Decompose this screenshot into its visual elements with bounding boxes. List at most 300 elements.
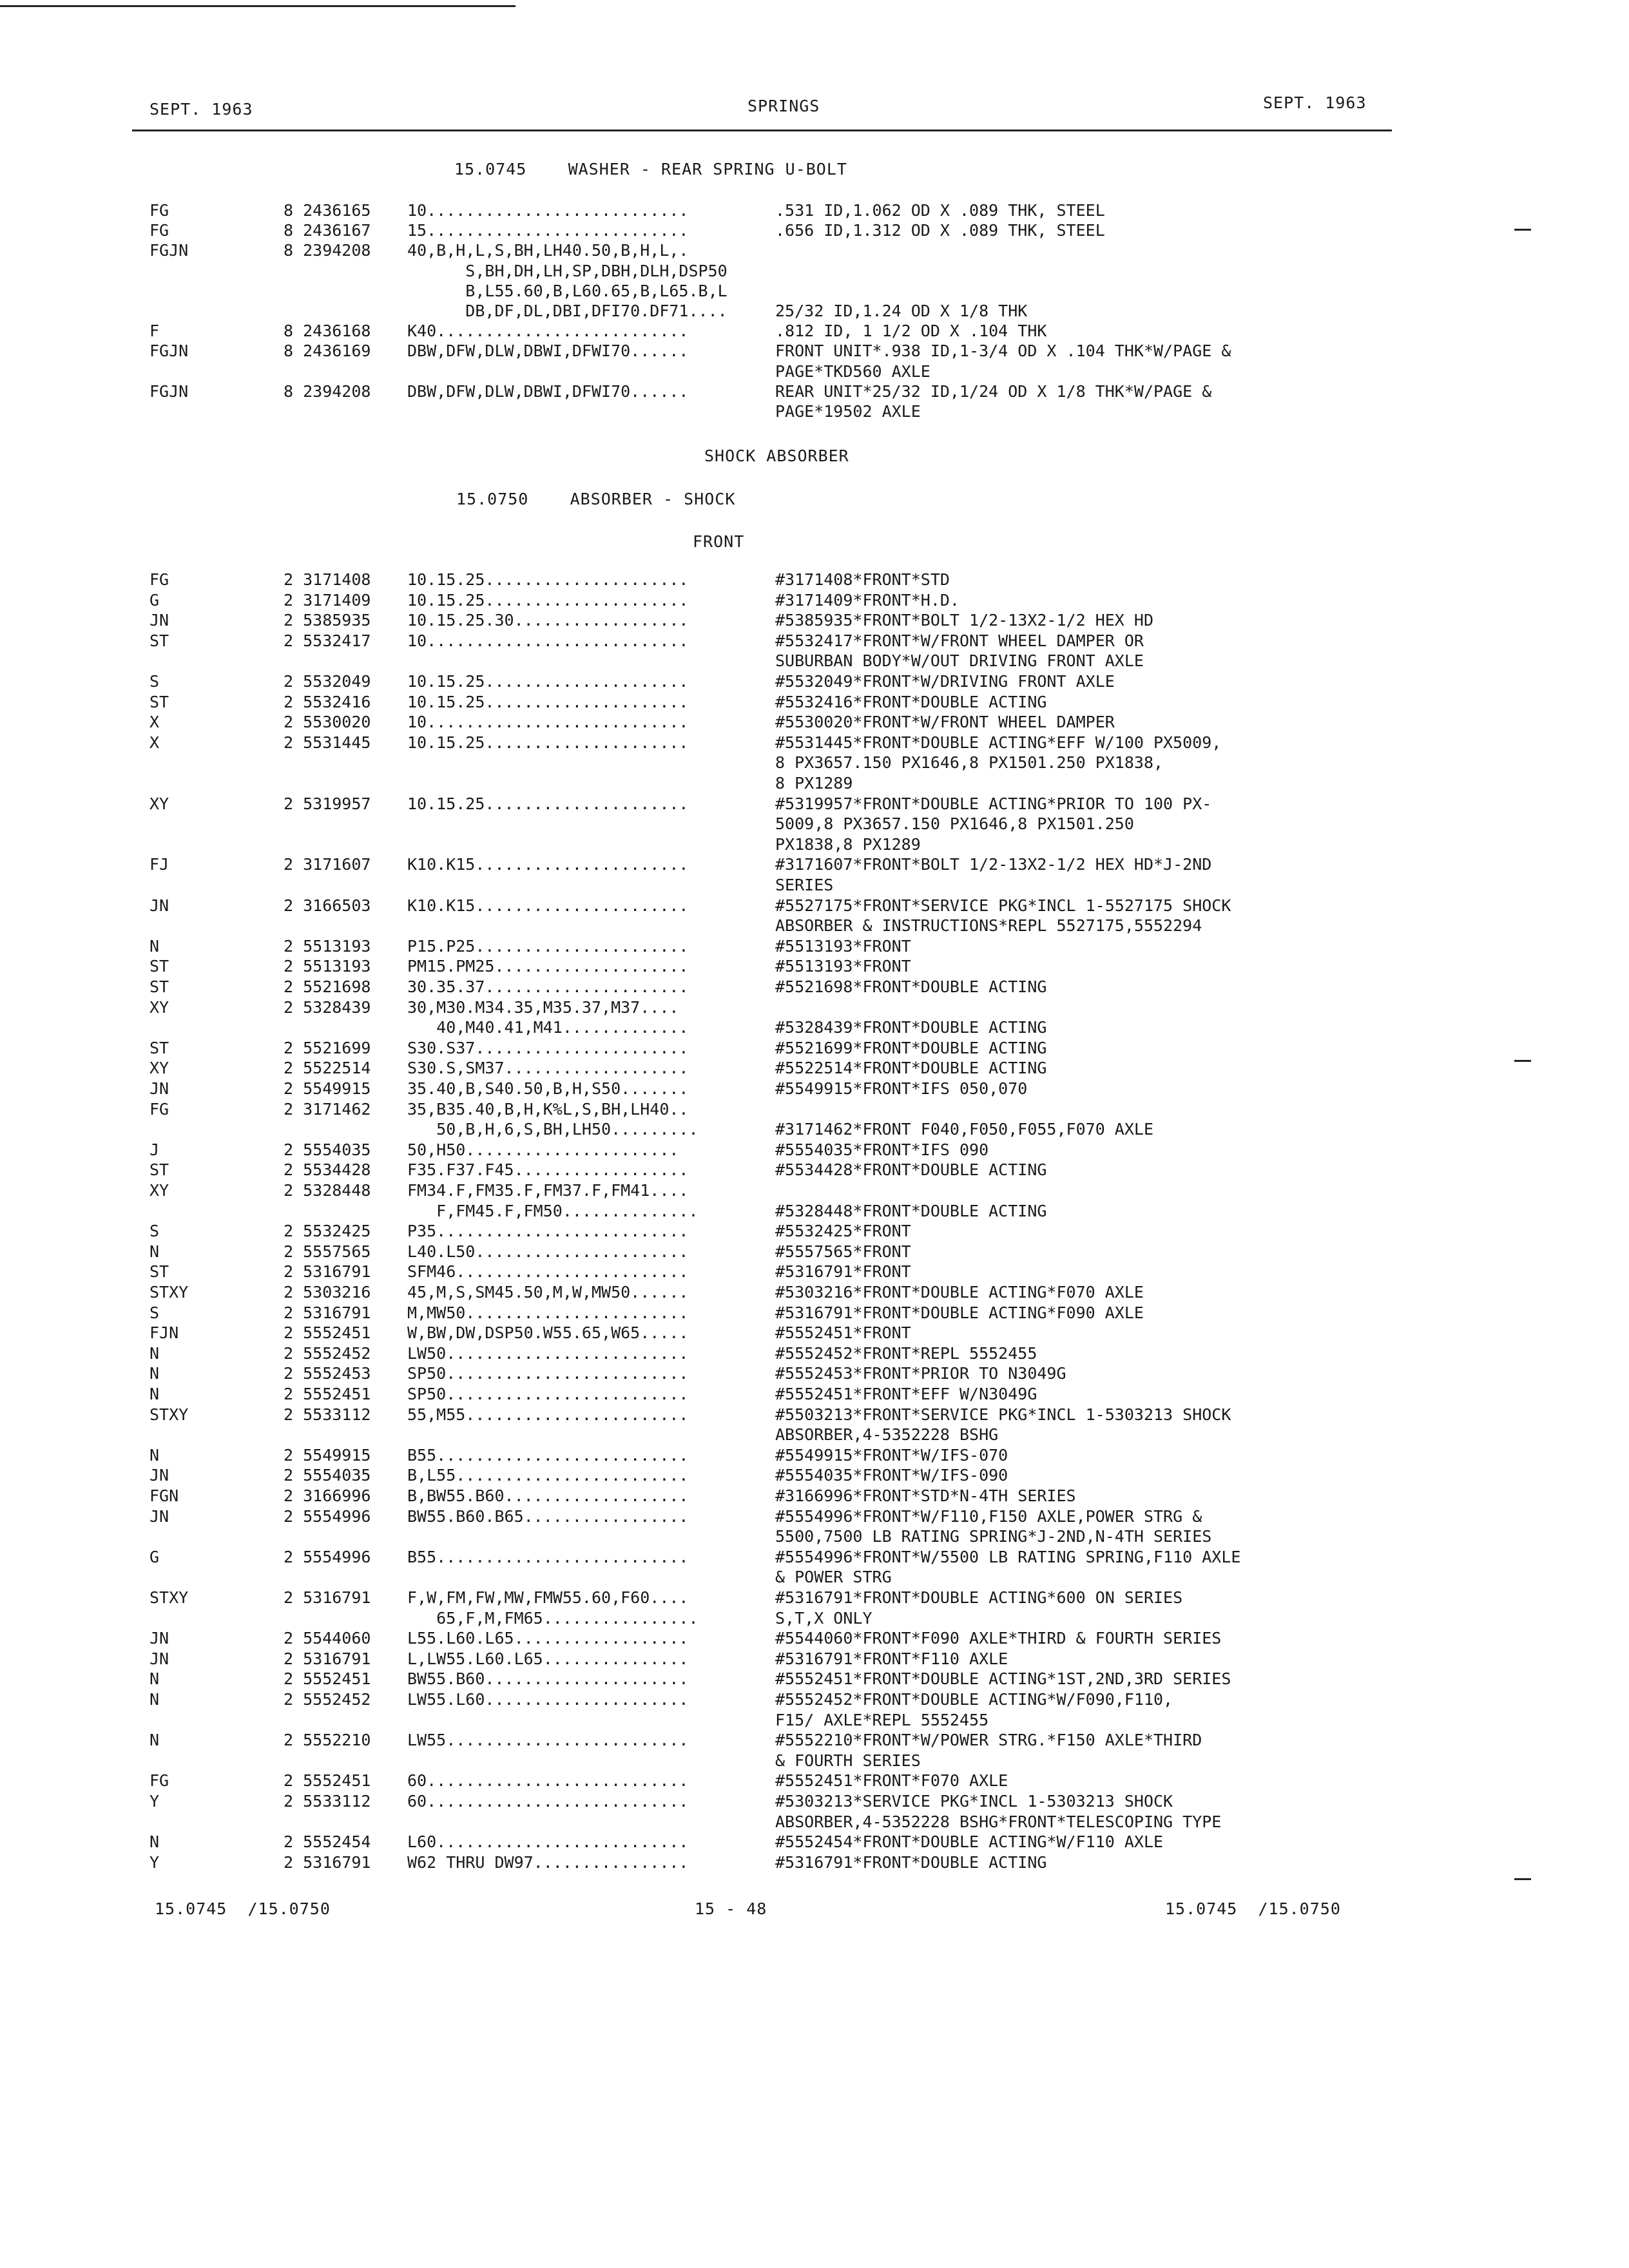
part-description: #5549915*FRONT*IFS 050,070 [775, 1079, 1028, 1098]
applicable-models: M,MW50....................... [407, 1303, 689, 1322]
part-number: 2 5557565 [284, 1242, 371, 1261]
part-number: 2 5549915 [284, 1079, 371, 1098]
list-item [0, 876, 1629, 896]
part-description: ABSORBER & INSTRUCTIONS*REPL 5527175,5552294 [775, 916, 1202, 936]
applicable-models: L55.L60.L65.................. [407, 1629, 689, 1648]
part-number: 8 2436168 [284, 322, 371, 341]
list-item [0, 591, 1629, 611]
model-code: G [149, 1547, 160, 1566]
list-item [0, 1405, 1629, 1426]
applicable-models: F,FM45.F,FM50.............. [407, 1201, 699, 1220]
list-item [0, 1222, 1629, 1242]
part-description: #5552453*FRONT*PRIOR TO N3049G [775, 1364, 1066, 1383]
applicable-models: SFM46........................ [407, 1262, 689, 1282]
part-description: F15/ AXLE*REPL 5552455 [775, 1710, 989, 1729]
list-item [0, 1832, 1629, 1853]
part-description: #5552210*FRONT*W/POWER STRG.*F150 AXLE*THIRD [775, 1731, 1202, 1750]
list-item [0, 1690, 1629, 1711]
applicable-models: P15.P25...................... [407, 936, 689, 956]
part-number: 2 5530020 [284, 713, 371, 732]
model-code: ST [149, 692, 169, 711]
applicable-models: 40,M40.41,M41............. [407, 1018, 689, 1037]
part-number: 2 5552451 [284, 1385, 371, 1403]
part-description: #5532425*FRONT [775, 1222, 911, 1241]
part-description: #5554035*FRONT*W/IFS-090 [775, 1466, 1008, 1485]
part-number: 2 5532049 [284, 672, 371, 691]
applicable-models: FM34.F,FM35.F,FM37.F,FM41.... [407, 1181, 689, 1200]
list-item [0, 1486, 1629, 1507]
list-item [0, 402, 1629, 422]
part-number: 2 5533112 [284, 1792, 371, 1811]
applicable-models: LW50......................... [407, 1343, 689, 1363]
model-code: N [149, 1364, 160, 1383]
list-item [0, 835, 1629, 856]
applicable-models: F35.F37.F45.................. [407, 1160, 689, 1180]
part-description: #5552451*FRONT [775, 1323, 911, 1343]
part-description: FRONT UNIT*.938 ID,1-3/4 OD X .104 THK*W/PAGE & [775, 341, 1231, 361]
part-number: 2 3166503 [284, 896, 371, 915]
model-code: JN [149, 1649, 169, 1668]
part-description: #5552451*FRONT*F070 AXLE [775, 1771, 1008, 1791]
list-item [0, 998, 1629, 1019]
part-number: 2 5316791 [284, 1649, 371, 1668]
part-number: 2 3171409 [284, 590, 371, 610]
header-title: SPRINGS [747, 97, 820, 115]
part-description: #5552452*FRONT*REPL 5552455 [775, 1343, 1037, 1363]
part-description: #5328439*FRONT*DOUBLE ACTING [775, 1018, 1047, 1037]
applicable-models: K10.K15...................... [407, 896, 689, 915]
part-number: 2 5521699 [284, 1038, 371, 1057]
part-number: 2 5552452 [284, 1343, 371, 1363]
model-code: N [149, 1731, 160, 1750]
model-code: N [149, 1832, 160, 1852]
applicable-models: 55,M55....................... [407, 1405, 689, 1424]
applicable-models: 65,F,M,FM65................ [407, 1608, 699, 1628]
part-description: #5328448*FRONT*DOUBLE ACTING [775, 1201, 1047, 1220]
list-item [0, 713, 1629, 733]
list-item [0, 1731, 1629, 1751]
model-code: Y [149, 1852, 160, 1872]
applicable-models: B55.......................... [407, 1445, 689, 1465]
list-item [0, 1853, 1629, 1874]
list-item [0, 1242, 1629, 1263]
part-number: 8 2436169 [284, 341, 371, 361]
part-description: #5319957*FRONT*DOUBLE ACTING*PRIOR TO 100 PX- [775, 794, 1212, 813]
applicable-models: 50,H50...................... [407, 1140, 679, 1159]
part-description: #5544060*FRONT*F090 AXLE*THIRD & FOURTH SERIES [775, 1629, 1222, 1648]
part-description: 5009,8 PX3657.150 PX1646,8 PX1501.250 [775, 814, 1134, 834]
list-item [0, 382, 1629, 402]
applicable-models: B,L55........................ [407, 1466, 689, 1485]
list-item [0, 1771, 1629, 1792]
model-code: S [149, 1303, 160, 1322]
model-code: XY [149, 794, 169, 813]
applicable-models: 10.15.25..................... [407, 672, 689, 691]
model-code: N [149, 1669, 160, 1689]
part-number: 2 5554035 [284, 1466, 371, 1485]
part-description: #3171409*FRONT*H.D. [775, 590, 959, 610]
model-code: FG [149, 221, 169, 240]
part-description: #3166996*FRONT*STD*N-4TH SERIES [775, 1486, 1076, 1505]
model-code: XY [149, 1181, 169, 1200]
model-code: ST [149, 1038, 169, 1057]
part-description: #5531445*FRONT*DOUBLE ACTING*EFF W/100 PX5009, [775, 733, 1222, 752]
list-item [0, 1446, 1629, 1466]
list-item [0, 1425, 1629, 1446]
applicable-models: B55.......................... [407, 1547, 689, 1566]
part-number: 2 5303216 [284, 1283, 371, 1302]
list-item [0, 1588, 1629, 1609]
part-description: #5532049*FRONT*W/DRIVING FRONT AXLE [775, 672, 1115, 691]
part-description: #5513193*FRONT [775, 936, 911, 956]
model-code: JN [149, 611, 169, 630]
part-number: 2 5552451 [284, 1323, 371, 1343]
part-number: 2 5552451 [284, 1771, 371, 1791]
part-description: S,T,X ONLY [775, 1608, 872, 1628]
model-code: FG [149, 1099, 169, 1119]
part-number: 2 3171607 [284, 855, 371, 874]
applicable-models: 10........................... [407, 631, 689, 650]
part-description: #5316791*FRONT*DOUBLE ACTING*600 ON SERIES [775, 1588, 1183, 1607]
list-item [0, 1527, 1629, 1548]
list-item [0, 672, 1629, 693]
model-code: N [149, 1343, 160, 1363]
list-item [0, 1629, 1629, 1649]
part-number: 2 5522514 [284, 1059, 371, 1078]
part-description: #5534428*FRONT*DOUBLE ACTING [775, 1160, 1047, 1180]
part-number: 2 5554035 [284, 1140, 371, 1159]
part-description: 25/32 ID,1.24 OD X 1/8 THK [775, 302, 1028, 320]
list-item [0, 916, 1629, 937]
part-number: 2 5544060 [284, 1629, 371, 1648]
part-description: #5527175*FRONT*SERVICE PKG*INCL 1-5527175 SHOCK [775, 896, 1231, 915]
part-description: & POWER STRG [775, 1568, 892, 1587]
model-code: STXY [149, 1283, 189, 1302]
group-title-shock-absorber: SHOCK ABSORBER [704, 447, 849, 465]
part-number: 2 5531445 [284, 733, 371, 752]
applicable-models: 30,M30.M34.35,M35.37,M37.... [407, 997, 679, 1017]
part-description: #3171408*FRONT*STD [775, 570, 950, 589]
applicable-models: DBW,DFW,DLW,DBWI,DFWI70...... [407, 341, 689, 361]
model-code: ST [149, 1160, 169, 1180]
model-code: ST [149, 1262, 169, 1282]
applicable-models: SP50......................... [407, 1364, 689, 1383]
list-item [0, 1100, 1629, 1120]
model-code: JN [149, 1079, 169, 1098]
applicable-models: P35.......................... [407, 1222, 689, 1241]
part-description: & FOURTH SERIES [775, 1751, 921, 1770]
list-item [0, 1466, 1629, 1486]
part-number: 2 5316791 [284, 1262, 371, 1282]
applicable-models: 15........................... [407, 221, 689, 240]
model-code: N [149, 1445, 160, 1465]
part-number: 2 5328439 [284, 997, 371, 1017]
part-number: 8 2394208 [284, 381, 371, 401]
list-item [0, 631, 1629, 652]
list-item [0, 611, 1629, 631]
subsection-title-front: FRONT [693, 532, 745, 551]
margin-mark [1514, 1060, 1531, 1062]
part-number: 2 5552451 [284, 1669, 371, 1689]
model-code: N [149, 1242, 160, 1261]
part-number: 2 5554996 [284, 1506, 371, 1526]
model-code: S [149, 1222, 160, 1241]
header-date-right: SEPT. 1963 [1263, 93, 1367, 112]
part-description: 8 PX3657.150 PX1646,8 PX1501.250 PX1838, [775, 753, 1164, 773]
part-number: 2 5552210 [284, 1731, 371, 1750]
model-code: X [149, 733, 160, 752]
list-item [0, 1262, 1629, 1283]
part-description: #5554996*FRONT*W/F110,F150 AXLE,POWER STRG & [775, 1506, 1202, 1526]
part-description: PAGE*19502 AXLE [775, 402, 921, 421]
model-code: F [149, 322, 160, 341]
model-code: JN [149, 1466, 169, 1485]
part-number: 2 3171462 [284, 1099, 371, 1119]
part-description: #3171462*FRONT F040,F050,F055,F070 AXLE [775, 1120, 1153, 1139]
model-code: FGJN [149, 341, 189, 361]
part-number: 2 5513193 [284, 936, 371, 956]
applicable-models: 50,B,H,6,S,BH,LH50......... [407, 1120, 699, 1139]
list-item [0, 1202, 1629, 1222]
model-code: FJN [149, 1323, 179, 1343]
list-item [0, 201, 1629, 221]
list-item [0, 1711, 1629, 1731]
model-code: FGN [149, 1486, 179, 1505]
header-date-left: SEPT. 1963 [149, 100, 253, 119]
applicable-models: DB,DF,DL,DBI,DFI70.DF71.... [407, 302, 728, 320]
applicable-models: 10.15.25..................... [407, 692, 689, 711]
model-code: FGJN [149, 241, 189, 260]
part-number: 2 5532425 [284, 1222, 371, 1241]
part-description: #5549915*FRONT*W/IFS-070 [775, 1445, 1008, 1465]
part-description: #5303213*SERVICE PKG*INCL 1-5303213 SHOCK [775, 1792, 1173, 1811]
part-description: REAR UNIT*25/32 ID,1/24 OD X 1/8 THK*W/PAGE & [775, 381, 1212, 401]
list-item [0, 1364, 1629, 1385]
list-item [0, 322, 1629, 341]
list-item [0, 341, 1629, 361]
model-code: G [149, 590, 160, 610]
part-description: #5503213*FRONT*SERVICE PKG*INCL 1-5303213 SHOCK [775, 1405, 1231, 1424]
list-item [0, 1018, 1629, 1039]
part-number: 8 2436165 [284, 201, 371, 220]
part-description: #5316791*FRONT*F110 AXLE [775, 1649, 1008, 1668]
part-number: 2 5534428 [284, 1160, 371, 1180]
scan-top-line [0, 5, 516, 7]
part-description: .531 ID,1.062 OD X .089 THK, STEEL [775, 201, 1105, 220]
list-item [0, 693, 1629, 713]
applicable-models: 10.15.25.30.................. [407, 611, 689, 630]
applicable-models: 10........................... [407, 201, 689, 220]
list-item [0, 1385, 1629, 1405]
list-item [0, 1140, 1629, 1161]
list-item [0, 1160, 1629, 1181]
applicable-models: 30.35.37..................... [407, 977, 689, 996]
part-description: #5554996*FRONT*W/5500 LB RATING SPRING,F110 AXLE [775, 1547, 1241, 1566]
list-item [0, 753, 1629, 774]
list-item [0, 1344, 1629, 1365]
part-description: #5513193*FRONT [775, 957, 911, 976]
part-description: #5522514*FRONT*DOUBLE ACTING [775, 1059, 1047, 1078]
list-item [0, 774, 1629, 794]
part-description: .656 ID,1.312 OD X .089 THK, STEEL [775, 221, 1105, 240]
model-code: JN [149, 1506, 169, 1526]
list-item [0, 262, 1629, 282]
part-number: 2 5532416 [284, 692, 371, 711]
part-number: 2 5549915 [284, 1445, 371, 1465]
model-code: JN [149, 1629, 169, 1648]
model-code: ST [149, 957, 169, 976]
applicable-models: PM15.PM25.................... [407, 957, 689, 976]
applicable-models: 40,B,H,L,S,BH,LH40.50,B,H,L,. [407, 241, 689, 260]
part-description: #5552454*FRONT*DOUBLE ACTING*W/F110 AXLE [775, 1832, 1164, 1852]
header-rule [132, 130, 1392, 131]
part-number: 2 3166996 [284, 1486, 371, 1505]
part-number: 8 2394208 [284, 241, 371, 260]
model-code: FG [149, 570, 169, 589]
list-item [0, 1609, 1629, 1629]
list-item [0, 651, 1629, 672]
list-item [0, 1079, 1629, 1100]
part-description: #5552452*FRONT*DOUBLE ACTING*W/F090,F110, [775, 1690, 1173, 1709]
model-code: XY [149, 997, 169, 1017]
list-item [0, 221, 1629, 241]
applicable-models: F,W,FM,FW,MW,FMW55.60,F60.... [407, 1588, 689, 1607]
list-item [0, 1181, 1629, 1202]
part-description: 5500,7500 LB RATING SPRING*J-2ND,N-4TH SERIES [775, 1527, 1212, 1546]
part-number: 2 3171408 [284, 570, 371, 589]
applicable-models: B,L55.60,B,L60.65,B,L65.B,L [407, 281, 728, 300]
section-title-washer: 15.0745 WASHER - REAR SPRING U-BOLT [454, 160, 847, 178]
part-description: ABSORBER,4-5352228 BSHG*FRONT*TELESCOPING TYPE [775, 1812, 1222, 1831]
model-code: J [149, 1140, 160, 1159]
list-item [0, 570, 1629, 591]
applicable-models: 10.15.25..................... [407, 794, 689, 813]
margin-mark [1514, 1878, 1531, 1880]
model-code: N [149, 1385, 160, 1403]
model-code: N [149, 936, 160, 956]
part-description: #5532416*FRONT*DOUBLE ACTING [775, 692, 1047, 711]
model-code: ST [149, 977, 169, 996]
applicable-models: 10.15.25..................... [407, 590, 689, 610]
part-number: 2 5521698 [284, 977, 371, 996]
list-item [0, 733, 1629, 754]
model-code: X [149, 713, 160, 732]
applicable-models: 35.40,B,S40.50,B,H,S50....... [407, 1079, 689, 1098]
margin-mark [1514, 229, 1531, 231]
list-item [0, 362, 1629, 382]
part-description: #5316791*FRONT*DOUBLE ACTING*F090 AXLE [775, 1303, 1144, 1322]
part-number: 2 5532417 [284, 631, 371, 650]
part-number: 2 5533112 [284, 1405, 371, 1424]
applicable-models: 60........................... [407, 1792, 689, 1811]
list-item [0, 1323, 1629, 1344]
applicable-models: S,BH,DH,LH,SP,DBH,DLH,DSP50 [407, 261, 728, 280]
list-item [0, 1812, 1629, 1833]
model-code: JN [149, 896, 169, 915]
part-number: 2 5316791 [284, 1303, 371, 1322]
applicable-models: W62 THRU DW97................ [407, 1852, 689, 1872]
list-item [0, 1120, 1629, 1140]
model-code: ST [149, 631, 169, 650]
applicable-models: 35,B35.40,B,H,K%L,S,BH,LH40.. [407, 1099, 689, 1119]
part-description: #5316791*FRONT*DOUBLE ACTING [775, 1852, 1047, 1872]
part-description: #5521698*FRONT*DOUBLE ACTING [775, 977, 1047, 996]
part-description: PX1838,8 PX1289 [775, 834, 921, 854]
list-item [0, 814, 1629, 835]
part-description: #5303216*FRONT*DOUBLE ACTING*F070 AXLE [775, 1283, 1144, 1302]
model-code: S [149, 672, 160, 691]
model-code: STXY [149, 1588, 189, 1607]
applicable-models: LW55.L60..................... [407, 1690, 689, 1709]
list-item [0, 896, 1629, 917]
applicable-models: 10........................... [407, 713, 689, 732]
part-number: 2 5552453 [284, 1364, 371, 1383]
list-item [0, 1303, 1629, 1324]
applicable-models: 10.15.25..................... [407, 570, 689, 589]
list-item [0, 977, 1629, 998]
part-number: 8 2436167 [284, 221, 371, 240]
list-item [0, 855, 1629, 876]
list-item [0, 1792, 1629, 1812]
applicable-models: K40.......................... [407, 322, 689, 341]
applicable-models: L60.......................... [407, 1832, 689, 1852]
applicable-models: 45,M,S,SM45.50,M,W,MW50...... [407, 1283, 689, 1302]
list-item [0, 241, 1629, 261]
part-number: 2 5319957 [284, 794, 371, 813]
model-code: FJ [149, 855, 169, 874]
applicable-models: DBW,DFW,DLW,DBWI,DFWI70...... [407, 381, 689, 401]
part-number: 2 5552454 [284, 1832, 371, 1852]
part-description: #5557565*FRONT [775, 1242, 911, 1261]
part-description: #5552451*FRONT*DOUBLE ACTING*1ST,2ND,3RD SERIES [775, 1669, 1231, 1689]
applicable-models: SP50......................... [407, 1385, 689, 1403]
part-description: #5552451*FRONT*EFF W/N3049G [775, 1385, 1037, 1403]
applicable-models: K10.K15...................... [407, 855, 689, 874]
applicable-models: B,BW55.B60................... [407, 1486, 689, 1505]
list-item [0, 1751, 1629, 1772]
part-description: SERIES [775, 876, 834, 894]
part-number: 2 5328448 [284, 1181, 371, 1200]
model-code: STXY [149, 1405, 189, 1424]
list-item [0, 282, 1629, 302]
footer-right: 15.0745 /15.0750 [1165, 1899, 1341, 1918]
part-description: .812 ID, 1 1/2 OD X .104 THK [775, 322, 1047, 341]
section-title-absorber: 15.0750 ABSORBER - SHOCK [456, 490, 736, 508]
list-item [0, 1059, 1629, 1079]
part-description: #5530020*FRONT*W/FRONT WHEEL DAMPER [775, 713, 1115, 732]
list-item [0, 1507, 1629, 1528]
applicable-models: LW55......................... [407, 1731, 689, 1750]
list-item [0, 1548, 1629, 1568]
list-item [0, 1669, 1629, 1690]
part-number: 2 5316791 [284, 1852, 371, 1872]
part-description: #5385935*FRONT*BOLT 1/2-13X2-1/2 HEX HD [775, 611, 1153, 630]
footer-left: 15.0745 /15.0750 [155, 1899, 331, 1918]
applicable-models: 60........................... [407, 1771, 689, 1791]
part-number: 2 5552452 [284, 1690, 371, 1709]
part-description: ABSORBER,4-5352228 BSHG [775, 1425, 999, 1445]
part-number: 2 5385935 [284, 611, 371, 630]
applicable-models: BW55.B60..................... [407, 1669, 689, 1689]
list-item [0, 957, 1629, 977]
model-code: XY [149, 1059, 169, 1078]
part-number: 2 5513193 [284, 957, 371, 976]
applicable-models: BW55.B60.B65................. [407, 1506, 689, 1526]
model-code: FG [149, 1771, 169, 1791]
part-number: 2 5316791 [284, 1588, 371, 1607]
list-item [0, 794, 1629, 815]
applicable-models: L,LW55.L60.L65............... [407, 1649, 689, 1668]
